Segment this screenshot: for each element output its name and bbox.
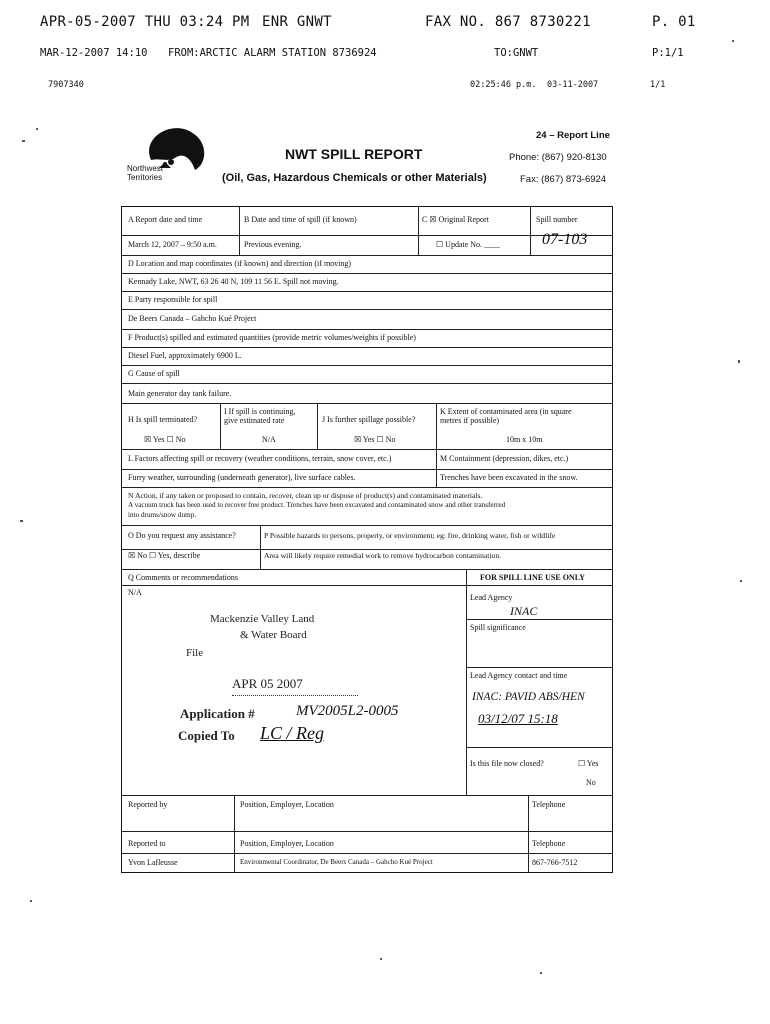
- stamp-file: File: [186, 647, 204, 659]
- reported-to-phone: 867-766-7512: [532, 858, 578, 867]
- file-closed-label: Is this file now closed?: [470, 759, 544, 768]
- reported-by-label: Reported by: [128, 800, 168, 809]
- file-closed-no: No: [586, 778, 596, 787]
- spill-number-label: Spill number: [536, 215, 578, 224]
- fax2-to: TO:GNWT: [494, 47, 539, 59]
- field-i-label-1: I If spill is continuing,: [224, 407, 296, 416]
- spill-significance-label: Spill significance: [470, 623, 526, 632]
- field-f-label: F Product(s) spilled and estimated quantities (provide metric volumes/weights if possible): [128, 333, 416, 342]
- phone-number: Phone: (867) 920-8130: [509, 152, 607, 163]
- field-j-value: ☒ Yes ☐ No: [354, 435, 396, 444]
- fax2-date: MAR-12-2007 14:10: [40, 47, 148, 59]
- field-i-label-2: give estimated rate: [224, 416, 285, 425]
- fax-date: APR-05-2007 THU 03:24 PM: [40, 14, 250, 30]
- field-d-value: Kennady Lake, NWT, 63 26 40 N, 109 11 56 E. Spill not moving.: [128, 277, 339, 286]
- field-n-value-2: into drums/snow dump.: [128, 511, 197, 519]
- field-n-value-1: A vacuum truck has been used to recover free product. Trenches have been excavated and contaminated snow and other transferred: [128, 501, 506, 509]
- lead-agency-contact-time: 03/12/07 15:18: [478, 711, 558, 726]
- logo-name: Northwest Territories: [127, 164, 164, 182]
- field-n-label: N Action, if any taken or proposed to contain, recover, clean up or dispose of product(s) and contaminated materials.: [128, 491, 483, 500]
- field-d-label: D Location and map coordinates (if known) and direction (if moving): [128, 259, 352, 268]
- field-g-value: Main generator day tank failure.: [128, 389, 232, 398]
- field-q-label: Q Comments or recommendations: [128, 573, 238, 582]
- fax3-time: 02:25:46 p.m.: [470, 80, 537, 90]
- field-f-value: Diesel Fuel, approximately 6900 L.: [128, 351, 242, 360]
- reported-by-position-label: Position, Employer, Location: [240, 800, 334, 809]
- page-subtitle: (Oil, Gas, Hazardous Chemicals or other Materials): [222, 172, 487, 184]
- field-a-value: March 12, 2007 – 9:50 a.m.: [128, 240, 217, 249]
- field-i-value: N/A: [262, 435, 276, 444]
- stamp-copied-label: Copied To: [178, 728, 235, 743]
- page-title: NWT SPILL REPORT: [285, 146, 423, 162]
- field-g-label: G Cause of spill: [128, 369, 180, 378]
- fax3-id: 7907340: [48, 80, 84, 90]
- reported-to-phone-label: Telephone: [532, 839, 566, 848]
- field-l-value: Furry weather, surrounding (underneath generator), live surface cables.: [128, 473, 356, 482]
- field-k-value: 10m x 10m: [506, 435, 543, 444]
- field-c-value: ☐ Update No. ____: [436, 240, 501, 249]
- stamp-application-value: MV2005L2-0005: [296, 703, 399, 719]
- field-m-label: M Containment (depression, dikes, etc.): [440, 454, 569, 463]
- field-q-value: N/A: [128, 588, 142, 597]
- fax3-page: 1/1: [650, 80, 666, 90]
- lead-agency-contact-label: Lead Agency contact and time: [470, 671, 568, 680]
- stamp-copied-value: LC / Reg: [260, 723, 325, 743]
- spill-line-use-heading: FOR SPILL LINE USE ONLY: [480, 573, 586, 582]
- report-line: 24 – Report Line: [536, 130, 610, 141]
- fax-sender: ENR GNWT: [262, 14, 332, 30]
- field-o-value: ☒ No ☐ Yes, describe: [128, 551, 201, 560]
- fax2-page: P:1/1: [652, 47, 684, 59]
- lead-agency-value: INAC: [510, 604, 538, 618]
- fax-number: FAX NO. 867 8730221: [425, 14, 591, 30]
- field-e-label: E Party responsible for spill: [128, 295, 218, 304]
- stamp-date: APR 05 2007: [232, 676, 303, 691]
- reported-to-position: Environmental Coordinator, De Beers Canada – Gahcho Kué Project: [240, 858, 433, 866]
- field-j-label: J Is further spillage possible?: [322, 415, 416, 424]
- reported-to-name: Yvon Lafleusse: [128, 858, 178, 867]
- field-h-label: H Is spill terminated?: [128, 415, 198, 424]
- field-b-value: Previous evening.: [244, 240, 302, 249]
- field-l-label: L Factors affecting spill or recovery (weather conditions, terrain, snow cover, etc.): [128, 454, 392, 463]
- reported-to-position-label: Position, Employer, Location: [240, 839, 334, 848]
- field-b-label: B Date and time of spill (if known): [244, 215, 357, 224]
- reported-to-label: Reported to: [128, 839, 166, 848]
- spill-number-value: 07-103: [542, 231, 588, 248]
- fax-page: P. 01: [652, 14, 696, 30]
- spill-report-form: [121, 206, 613, 873]
- fax3-date: 03-11-2007: [547, 80, 599, 90]
- field-k-label-1: K Extent of contaminated area (in square: [440, 407, 572, 416]
- field-e-value: De Beers Canada – Gahcho Kué Project: [128, 314, 257, 323]
- fax2-from: FROM:ARCTIC ALARM STATION 8736924: [168, 47, 377, 59]
- field-a-label: A Report date and time: [128, 215, 203, 224]
- stamp-line-2: & Water Board: [240, 629, 307, 641]
- stamp-application-label: Application #: [180, 706, 255, 721]
- fax-number-header: Fax: (867) 873-6924: [520, 174, 607, 185]
- field-p-value: Area will likely require remedial work to remove hydrocarbon contamination.: [264, 551, 502, 560]
- stamp-line-1: Mackenzie Valley Land: [210, 613, 315, 625]
- lead-agency-contact-value: INAC: PAVID ABS/HEN: [472, 691, 585, 703]
- stamp-divider: [232, 695, 358, 696]
- field-k-label-2: metres if possible): [440, 416, 500, 425]
- lead-agency-label: Lead Agency: [470, 593, 513, 602]
- field-h-value: ☒ Yes ☐ No: [144, 435, 186, 444]
- field-m-value: Trenches have been excavated in the snow.: [440, 473, 578, 482]
- file-closed-yes: ☐ Yes: [578, 759, 599, 768]
- reported-by-phone-label: Telephone: [532, 800, 566, 809]
- field-o-label: O Do you request any assistance?: [128, 531, 236, 540]
- field-p-label: P Possible hazards to persons, property, or environment; eg: fire, drinking water, fish or wildlife: [264, 531, 556, 540]
- field-c-label: C ☒ Original Report: [422, 215, 489, 224]
